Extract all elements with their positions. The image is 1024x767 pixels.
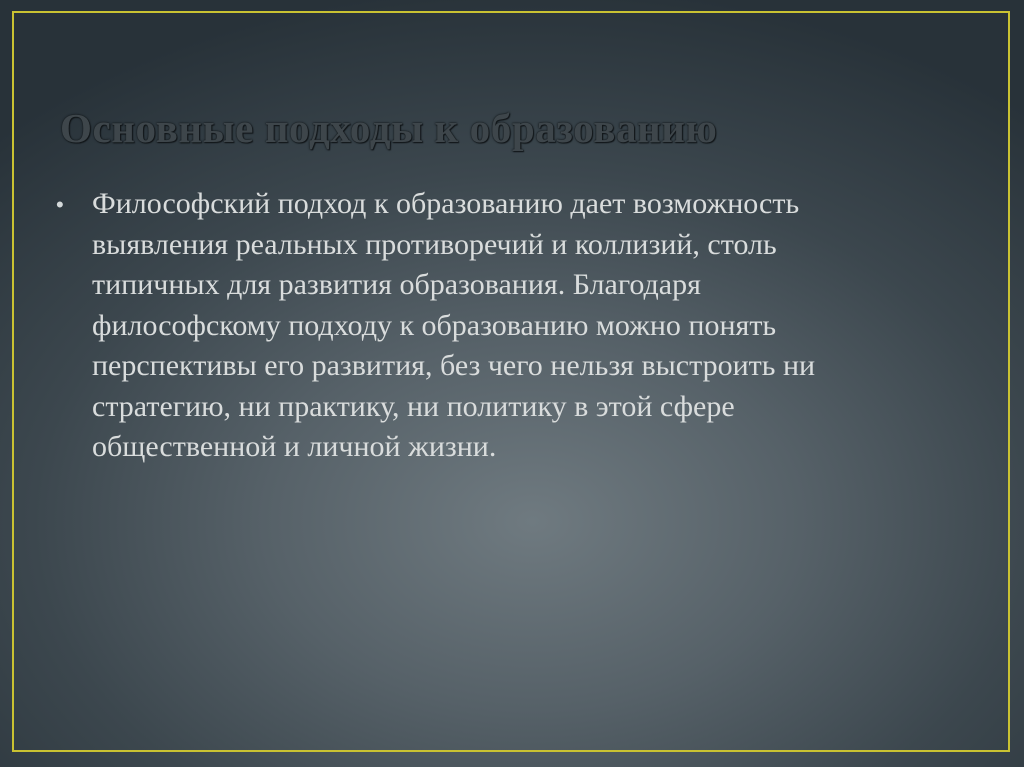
slide-title: Основные подходы к образованию bbox=[60, 105, 718, 151]
bullet-marker: • bbox=[56, 192, 64, 217]
bullet-list bbox=[56, 184, 936, 468]
bullet-paragraph: Философский подход к образованию дает возможность выявления реальных противоречий и коллизий, столь типичных для развития образования. Благодаря философскому подходу к образованию можно понять перспективы его развития, без чего нельзя выстроить ни стратегию, ни практику, ни политику в этой сфере общественной и личной жизни. bbox=[92, 187, 816, 463]
